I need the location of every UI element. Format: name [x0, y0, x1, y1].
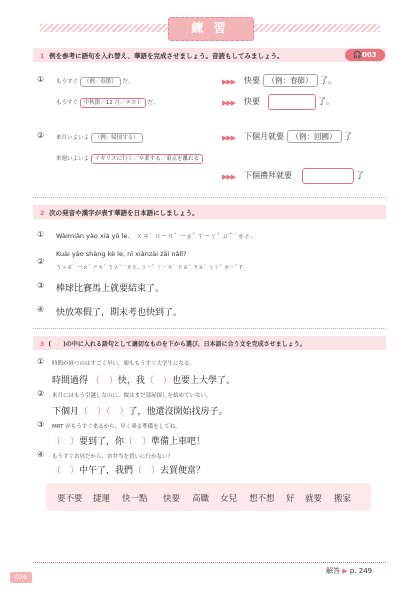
s3-item-4-jp: もうすぐお昼だから、お弁当を買いに行かない？ [52, 454, 174, 460]
arrow-right-icon: ▶ [342, 567, 348, 575]
arrow-icon: ▶▶▶ [222, 99, 236, 107]
arrow-icon: ▶▶▶ [222, 173, 236, 181]
s3-item-3-number: ③ [37, 420, 45, 429]
s2-item-2-pinyin: Kuài yào shàng kè le, nǐ xiànzài zài nǎlǐ? [56, 250, 187, 258]
s3-item-2-part-3: 了，他還沒開始找房子。 [128, 407, 228, 417]
q2-jp-line1-text: 来月いよいよ [56, 135, 90, 141]
q1-jp-line2 [56, 98, 159, 106]
answer-label: 解答 [326, 567, 340, 575]
s3-item-1-part-2: 快，我 [117, 376, 145, 386]
q2-jp-line2-box: イギリスに行く／卒業する／東京を離れる [91, 154, 203, 164]
word-bank-item[interactable]: 想不想 [249, 494, 275, 504]
blank-paren[interactable]: （ ） [52, 466, 80, 476]
headphones-icon: 🎧 [353, 51, 363, 59]
blank-paren[interactable]: （ ） [79, 407, 107, 417]
word-bank-item[interactable]: 快一點 [122, 494, 148, 504]
audio-track-badge[interactable] [345, 49, 385, 61]
q2-jp-line1 [56, 133, 143, 141]
section-1-instruction: 例を参考に語句を入れ替え、華語を完成させましょう。音読もしてみましょう。 [49, 52, 284, 60]
section-1-header [40, 51, 283, 60]
q2-jp-line1-box: （例：帰国する） [91, 133, 143, 143]
q2-zh-line1-text: 下個月就要 [244, 132, 284, 141]
q2-zh-line2-end: 了 [356, 171, 364, 180]
q1-zh-line1-text: 快要 [244, 76, 260, 85]
s3-item-1-jp: 時間が経つのはすごく早い。娘ももうすぐ大学生になる。 [52, 361, 196, 367]
q1-jp-line2-text: もうすぐ [56, 100, 79, 106]
q2-zh-line1-box: （例：回國） [287, 130, 342, 143]
q1-jp-line1 [56, 77, 134, 85]
q1-jp-line1-text: もうすぐ [56, 79, 79, 85]
q1-zh-line1 [244, 75, 336, 86]
track-number: 003 [362, 51, 377, 59]
word-bank-item[interactable]: 女兒 [220, 494, 238, 504]
s3-item-1-part-1: 時間過得 [52, 376, 89, 386]
q1-zh-line1-box: （例：春節） [263, 74, 318, 87]
q1-jp-line1-box: （例：春節） [80, 77, 121, 87]
s3-item-4-part-3: 去買便當？ [160, 466, 206, 476]
answer-page: p. 249 [349, 567, 373, 575]
s3-item-3-part-3: 準備上車吧！ [151, 437, 206, 447]
footer-divider [33, 562, 386, 563]
s3-item-1-zh [52, 373, 235, 386]
q2-zh-line1 [244, 131, 352, 142]
q2-zh-line1-end: 了 [344, 132, 353, 141]
blank-paren[interactable]: （ ） [106, 407, 129, 417]
section-3-header [40, 339, 306, 348]
word-bank-item[interactable]: 快要 [163, 494, 181, 504]
s3-item-4-part-2: 中午了，我們 [79, 466, 134, 476]
word-bank-item[interactable]: 好 [286, 494, 295, 504]
blank-paren[interactable]: （ ） [52, 437, 80, 447]
s3-item-3-jp: MRT がもうすぐ来るから、早く乗る準備をしてね。 [52, 424, 181, 430]
arrow-icon: ▶▶▶ [222, 134, 236, 142]
word-bank-item[interactable]: 要不要 [57, 494, 83, 504]
word-bank-item[interactable]: 捷運 [93, 494, 111, 504]
word-bank-item[interactable]: 高職 [192, 494, 210, 504]
s2-item-2-zhuyin: ㄎㄨㄞˋ 一ㄠˋ ㄕㄤˋ ㄎㄜˋ ˙ㄌㄜ, ㄋㄧˇ ㄒㄧㄢˋ ㄗㄞˋ ㄗㄞˋ ㄋㄚˇ ㄌㄧˇ ? [56, 265, 243, 271]
q1-jp-line1-end: だ。 [122, 79, 134, 85]
q2-jp-line2 [56, 154, 203, 162]
s3-item-4-number: ④ [37, 450, 45, 459]
divider [33, 328, 386, 329]
section-2-instruction: 次の発音や漢字が表す華語を日本語にしましょう。 [49, 209, 199, 217]
blank-paren[interactable]: （ ） [124, 437, 152, 447]
q2-number: ② [37, 131, 45, 140]
arrow-icon: ▶▶▶ [222, 78, 236, 86]
s2-item-1-number: ① [37, 230, 45, 239]
divider [33, 197, 386, 198]
q2-jp-line2-text: 来週いよいよ [56, 156, 90, 162]
page-title: 練 習 [191, 21, 229, 35]
q1-number: ① [37, 75, 45, 84]
q1-zh-line1-end: 了。 [320, 76, 337, 85]
q1-answer-field[interactable] [268, 94, 316, 110]
s2-item-3-number: ③ [37, 281, 45, 290]
s3-item-1-number: ① [37, 357, 45, 366]
s3-item-4-zh [52, 463, 205, 476]
s2-item-4-text: 快放寒假了，期末考也快到了。 [56, 308, 183, 318]
s3-item-2-part-1: 下個月 [52, 407, 80, 417]
s3-item-1-part-3: 也要上大學了。 [171, 376, 235, 386]
answer-reference[interactable] [326, 566, 372, 576]
s2-item-3-text: 棒球比賽馬上就要結束了。 [56, 284, 165, 294]
s3-item-3-zh [52, 434, 205, 447]
q2-zh-line2-a: 下個禮拜就要 [244, 171, 292, 180]
s3-item-2-zh [52, 404, 228, 417]
q1-zh-line2-end: 了。 [318, 97, 334, 106]
q1-jp-line2-end: だ。 [147, 100, 159, 106]
section-2-header [40, 208, 199, 217]
q1-zh-line2-a: 快要 [244, 97, 260, 106]
s2-item-1-text: Wàimiàn yào xià yǔ le. ㄨㄞˋ ㄇㄧㄢˋ 一ㄠˋ ㄒㄧㄚˋ ㄩˇ ˙ㄌㄜ. [56, 232, 253, 240]
header-stripe-right [250, 24, 380, 32]
s3-item-2-number: ② [37, 389, 45, 398]
s2-item-4-number: ④ [37, 305, 45, 314]
s3-item-2-jp: 来月にはもう引越しなのに、彼はまだ部屋探しを始めていない。 [52, 393, 212, 399]
header-stripe-left [40, 24, 168, 32]
s3-item-3-part-2: 要到了，你 [79, 437, 125, 447]
page-number: 026 [10, 572, 32, 583]
q1-jp-line2-box: 中秋節／12 月／テスト [80, 98, 146, 108]
word-bank-item[interactable]: 搬家 [334, 494, 352, 504]
blank-paren[interactable]: （ ） [133, 466, 161, 476]
section-2-number: 2 [40, 209, 45, 217]
section-1-number: 1 [40, 52, 45, 60]
blank-paren[interactable]: （ ） [90, 376, 118, 386]
word-bank-item[interactable]: 就要 [305, 494, 323, 504]
section-3-instruction: ( )の中に入れる語句として適切なものを下から選び、日本語に合う文を完成させましょう。 [48, 341, 306, 348]
blank-paren[interactable]: （ ） [144, 376, 172, 386]
s2-item-2-number: ② [37, 257, 45, 266]
section-3-number: 3 [40, 341, 45, 348]
q2-answer-field[interactable] [302, 168, 354, 184]
